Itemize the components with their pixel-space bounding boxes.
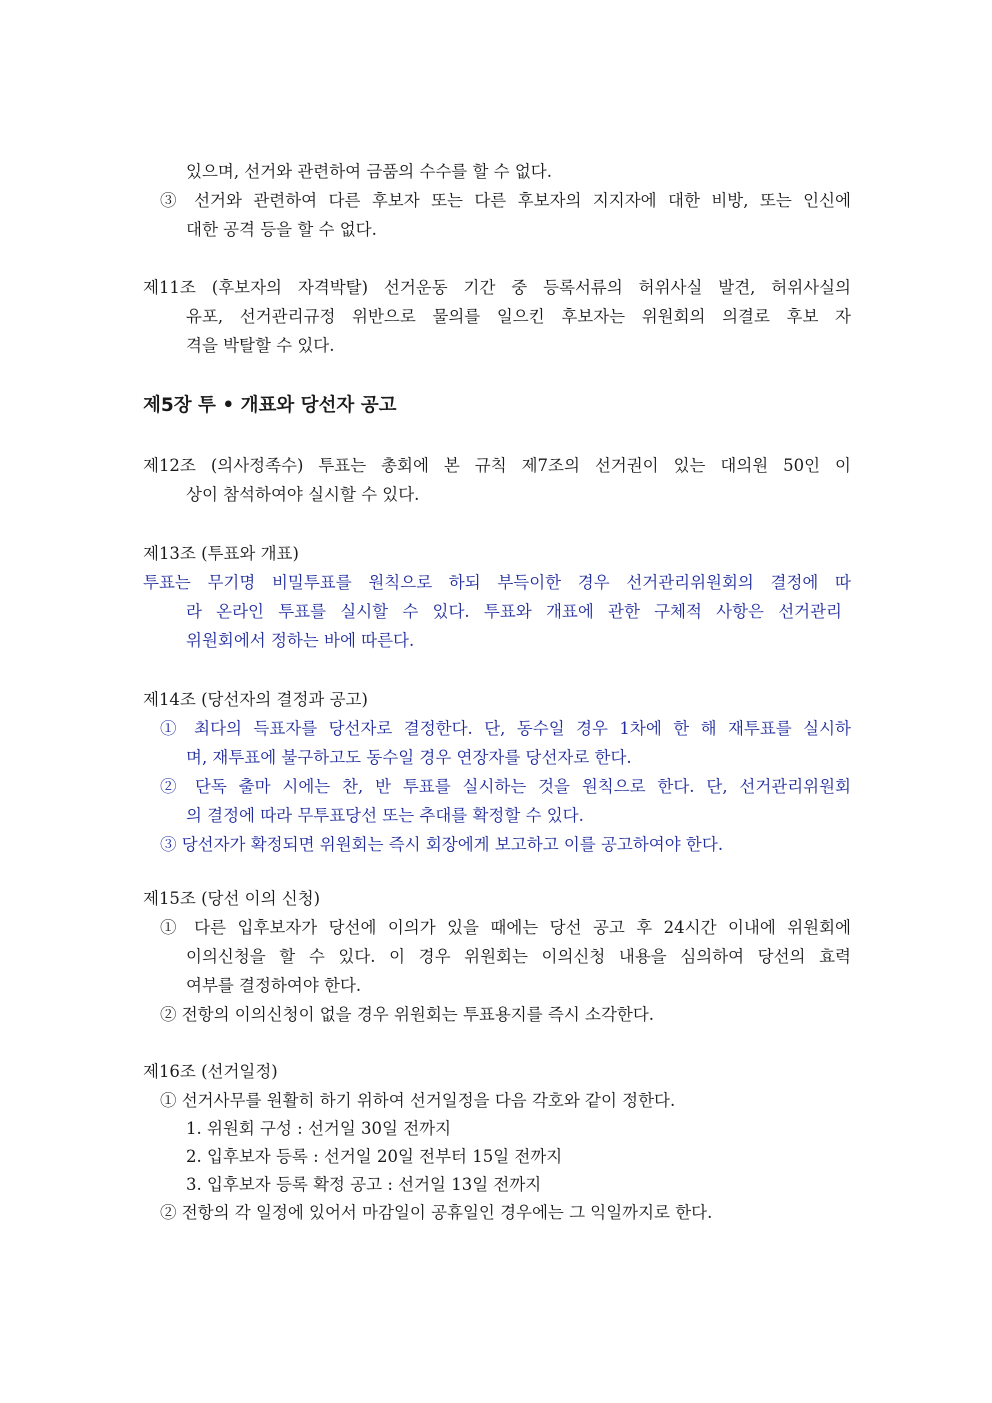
text-line: 격을 박탈할 수 있다. xyxy=(186,336,335,355)
list-item: 1. 위원회 구성 : 선거일 30일 전까지 xyxy=(186,1119,452,1138)
list-item: 2. 입후보자 등록 : 선거일 20일 전부터 15일 전까지 xyxy=(186,1147,563,1166)
article-16-heading: 제16조 (선거일정) xyxy=(143,1062,278,1081)
article-12: 제12조 (의사정족수) 투표는 총회에 본 규칙 제7조의 선거권이 있는 대의원 50인 이 xyxy=(143,456,851,475)
text-line: 유포, 선거관리규정 위반으로 물의를 일으킨 후보자는 위원회의 의결로 후보 자 xyxy=(186,307,851,326)
article-13-heading: 제13조 (투표와 개표) xyxy=(143,544,299,563)
text-line: 위원회에서 정하는 바에 따른다. xyxy=(186,631,415,650)
clause-2: ② 단독 출마 시에는 찬, 반 투표를 실시하는 것을 원칙으로 한다. 단, 선거관리위원회 xyxy=(160,777,851,796)
text-line: 라 온라인 투표를 실시할 수 있다. 투표와 개표에 관한 구체적 사항은 선거관리 xyxy=(186,602,842,621)
clause-1: ① 최다의 득표자를 당선자로 결정한다. 단, 동수일 경우 1차에 한 해 재투표를 실시하 xyxy=(160,719,851,738)
article-15-heading: 제15조 (당선 이의 신청) xyxy=(143,889,321,908)
article-11: 제11조 (후보자의 자격박탈) 선거운동 기간 중 등록서류의 허위사실 발견, 허위사실의 xyxy=(143,278,851,297)
clause-1: ① 다른 입후보자가 당선에 이의가 있을 때에는 당선 공고 후 24시간 이내에 위원회에 xyxy=(160,918,851,937)
clause-2: ② 전항의 각 일정에 있어서 마감일이 공휴일인 경우에는 그 익일까지로 한다. xyxy=(160,1203,713,1222)
text-line: 상이 참석하여야 실시할 수 있다. xyxy=(186,485,420,504)
article-14-heading: 제14조 (당선자의 결정과 공고) xyxy=(143,690,368,709)
text-line: 여부를 결정하여야 한다. xyxy=(186,976,362,995)
text-line: 대한 공격 등을 할 수 없다. xyxy=(186,220,377,239)
text-line: 이의신청을 할 수 있다. 이 경우 위원회는 이의신청 내용을 심의하여 당선의 효력 xyxy=(186,947,851,966)
clause-3: ③ 선거와 관련하여 다른 후보자 또는 다른 후보자의 지지자에 대한 비방, 또는 인신에 xyxy=(160,191,851,210)
text-line: 며, 재투표에 불구하고도 동수일 경우 연장자를 당선자로 한다. xyxy=(186,748,632,767)
article-13-body: 투표는 무기명 비밀투표를 원칙으로 하되 부득이한 경우 선거관리위원회의 결정에 따 xyxy=(143,573,851,592)
list-item: 3. 입후보자 등록 확정 공고 : 선거일 13일 전까지 xyxy=(186,1175,542,1194)
clause-1: ① 선거사무를 원활히 하기 위하여 선거일정을 다음 각호와 같이 정한다. xyxy=(160,1091,676,1110)
text-line: 있으며, 선거와 관련하여 금품의 수수를 할 수 없다. xyxy=(186,162,552,181)
clause-2: ② 전항의 이의신청이 없을 경우 위원회는 투표용지를 즉시 소각한다. xyxy=(160,1005,655,1024)
chapter-title: 제5장 투 • 개표와 당선자 공고 xyxy=(143,395,397,416)
text-line: 의 결정에 따라 무투표당선 또는 추대를 확정할 수 있다. xyxy=(186,806,584,825)
clause-3: ③ 당선자가 확정되면 위원회는 즉시 회장에게 보고하고 이를 공고하여야 한다. xyxy=(160,835,724,854)
